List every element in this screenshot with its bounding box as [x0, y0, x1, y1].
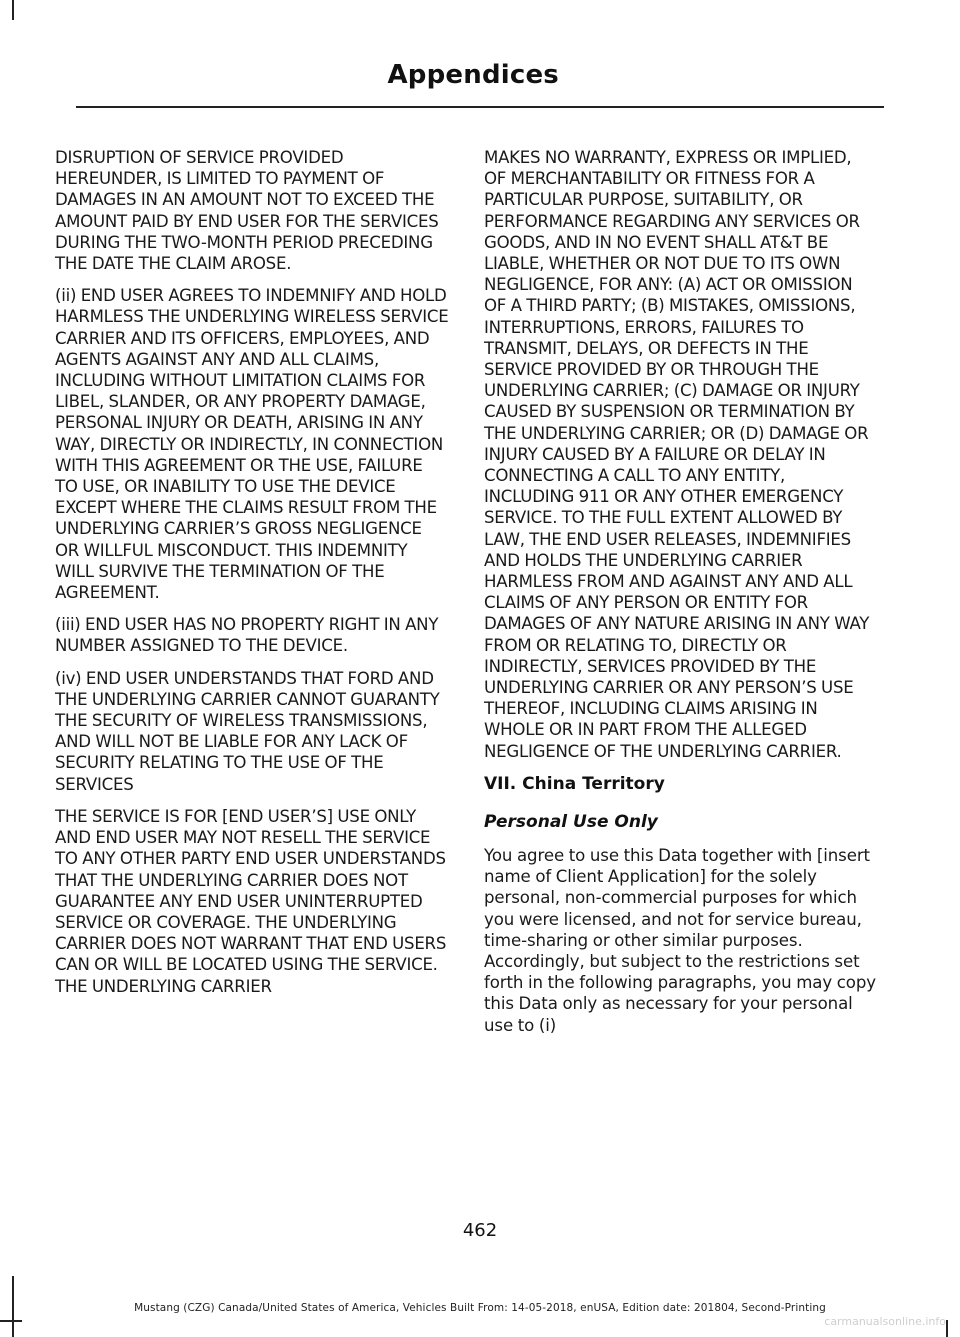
watermark: carmanualsonline.info [824, 1315, 946, 1328]
paragraph-service-use: THE SERVICE IS FOR [END USER’S] USE ONLY AND END USER MAY NOT RESELL THE SERVICE TO ANY OTHER PARTY END USER UNDERSTANDS THAT THE UNDERLYING CARRIER DOES NOT GUARANTEE ANY END USER UNINTERRUPTED SERVICE OR COVERAGE. THE UNDERLYING CARRIER DOES NOT WARRANT THAT END USERS CAN OR WILL BE LOCATED USING THE SERVICE. THE UNDERLYING CARRIER [55, 806, 447, 996]
crop-mark-bottom-right [946, 1320, 948, 1337]
paragraph-no-warranty: MAKES NO WARRANTY, EXPRESS OR IMPLIED, OF MERCHANTABILITY OR FITNESS FOR A PARTICULAR PURPOSE, SUITABILITY, OR PERFORMANCE REGARDING ANY SERVICES OR GOODS, AND IN NO EVENT SHALL AT&T BE LIABLE, WHETHER OR NOT DUE TO ITS OWN NEGLIGENCE, FOR ANY: (A) ACT OR OMISSION OF A THIRD PARTY; (B) MISTAKES, OMISSIONS, INTERRUPTIONS, ERRORS, FAILURES TO TRANSMIT, DELAYS, OR DEFECTS IN THE SERVICE PROVIDED BY OR THROUGH THE UNDERLYING CARRIER; (C) DAMAGE OR INJURY CAUSED BY SUSPENSION OR TERMINATION BY THE UNDERLYING CARRIER; OR (D) DAMAGE OR INJURY CAUSED BY A FAILURE OR DELAY IN CONNECTING A CALL TO ANY ENTITY, INCLUDING 911 OR ANY OTHER EMERGENCY SERVICE. TO THE FULL EXTENT ALLOWED BY LAW, THE END USER RELEASES, INDEMNIFIES AND HOLDS THE UNDERLYING CARRIER HARMLESS FROM AND AGAINST ANY AND ALL CLAIMS OF ANY PERSON OR ENTITY FOR DAMAGES OF ANY NATURE ARISING IN ANY WAY FROM OR RELATING TO, DIRECTLY OR INDIRECTLY, SERVICES PROVIDED BY THE UNDERLYING CARRIER OR ANY PERSON’S USE THEREOF, INCLUDING CLAIMS ARISING IN WHOLE OR IN PART FROM THE ALLEGED NEGLIGENCE OF THE UNDERLYING CARRIER. [484, 148, 870, 761]
page-number: 462 [462, 1220, 498, 1241]
right-column [484, 147, 878, 1047]
paragraph-indemnify: (ii) END USER AGREES TO INDEMNIFY AND HOLD HARMLESS THE UNDERLYING WIRELESS SERVICE CARRIER AND ITS OFFICERS, EMPLOYEES, AND AGENTS AGAINST ANY AND ALL CLAIMS, INCLUDING WITHOUT LIMITATION CLAIMS FOR LIBEL, SLANDER, OR ANY PROPERTY DAMAGE, PERSONAL INJURY OR DEATH, ARISING IN ANY WAY, DIRECTLY OR INDIRECTLY, IN CONNECTION WITH THIS AGREEMENT OR THE USE, FAILURE TO USE, OR INABILITY TO USE THE DEVICE EXCEPT WHERE THE CLAIMS RESULT FROM THE UNDERLYING CARRIER’S GROSS NEGLIGENCE OR WILLFUL MISCONDUCT. THIS INDEMNITY WILL SURVIVE THE TERMINATION OF THE AGREEMENT. [55, 286, 449, 603]
paragraph-security: (iv) END USER UNDERSTANDS THAT FORD AND THE UNDERLYING CARRIER CANNOT GUARANTY THE SECURITY OF WIRELESS TRANSMISSIONS, AND WILL NOT BE LIABLE FOR ANY LACK OF SECURITY RELATING TO THE USE OF THE SERVICES [55, 668, 440, 794]
crop-mark-top-left [12, 0, 14, 20]
paragraph-liability-limit: DISRUPTION OF SERVICE PROVIDED HEREUNDER, IS LIMITED TO PAYMENT OF DAMAGES IN AN AMOUNT NOT TO EXCEED THE AMOUNT PAID BY END USER FOR THE SERVICES DURING THE TWO-MONTH PERIOD PRECEDING THE DATE THE CLAIM AROSE. [55, 148, 439, 274]
left-column [55, 147, 449, 1008]
page-title: Appendices [387, 60, 559, 90]
subheading-personal-use: Personal Use Only [484, 811, 658, 832]
footer-edition-info: Mustang (CZG) Canada/United States of America, Vehicles Built From: 14-05-2018, enUSA, Edition date: 201804, Second-Printing [134, 1302, 826, 1314]
paragraph-property-right: (iii) END USER HAS NO PROPERTY RIGHT IN ANY NUMBER ASSIGNED TO THE DEVICE. [55, 615, 439, 656]
section-heading-china-territory: VII. China Territory [484, 773, 665, 794]
paragraph-personal-use: You agree to use this Data together with [insert name of Client Application] for the solely personal, non-commercial purposes for which you were licensed, and not for service bureau, time-sharing or other similar purposes. Accordingly, but subject to the restrictions set forth in the following paragraphs, you may copy this Data only as necessary for your personal use to (i) [484, 845, 876, 1035]
header-divider [76, 106, 884, 108]
crop-mark-bottom-left-horizontal [0, 1320, 22, 1322]
